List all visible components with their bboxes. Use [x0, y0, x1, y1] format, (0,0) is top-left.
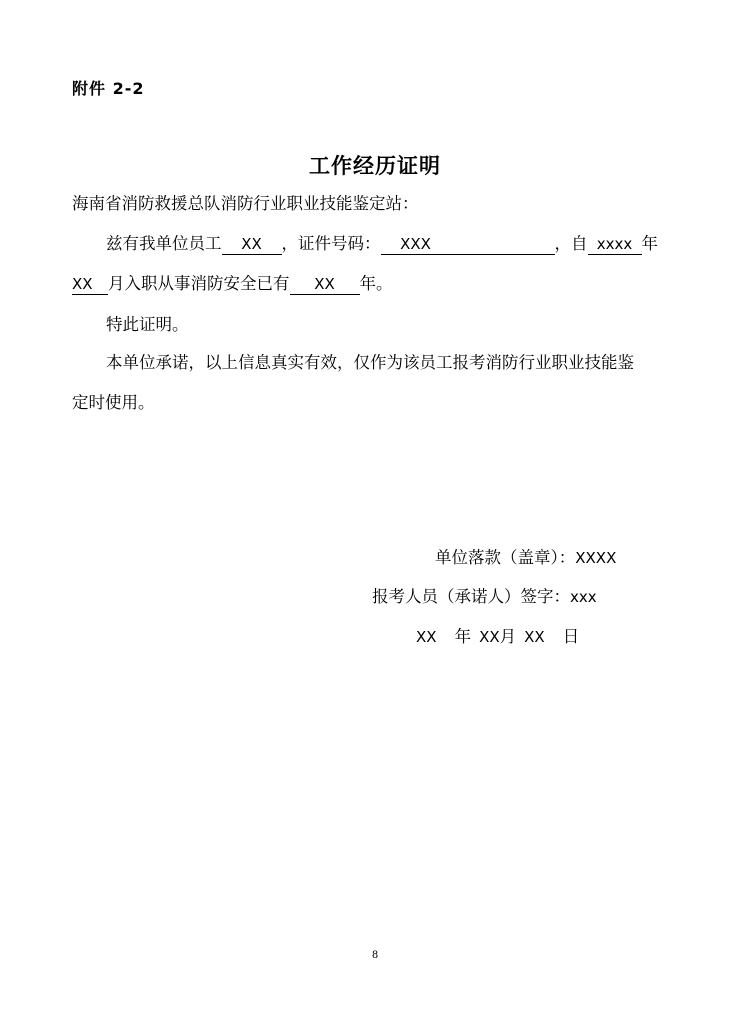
paragraph-1-line-2: [72, 273, 393, 295]
start-year-field: xxxx: [588, 234, 642, 255]
date-line: [416, 626, 579, 648]
paragraph-2: 特此证明。: [106, 315, 189, 334]
unit-value: XXXX: [575, 549, 617, 567]
para1-text-id: ，证件号码：: [281, 234, 381, 253]
id-number-field: [381, 234, 555, 255]
para1-text-employee: 兹有我单位员工: [106, 234, 222, 253]
para1-text-end: 年。: [359, 274, 393, 293]
years-count-field: XX: [290, 274, 360, 295]
date-month-label: 月: [499, 627, 517, 646]
recipient-line: 海南省消防救援总队消防行业职业技能鉴定站：: [72, 194, 419, 213]
applicant-value: xxx: [570, 588, 597, 606]
paragraph-1-line-1: [106, 233, 658, 255]
page-number: 8: [371, 950, 379, 961]
date-day-value: XX: [524, 628, 545, 646]
start-month-field: XX: [72, 274, 108, 295]
para1-text-month: 月入职从事消防安全已有: [108, 274, 290, 293]
unit-signature-line: [435, 547, 616, 569]
para1-text-from: ，自: [554, 234, 588, 253]
paragraph-3-line-1: 本单位承诺，以上信息真实有效，仅作为该员工报考消防行业职业技能鉴: [106, 353, 634, 372]
para1-text-year: 年: [641, 234, 658, 253]
paragraph-3-line-2: 定时使用。: [72, 393, 155, 412]
applicant-signature-line: [372, 586, 597, 608]
employee-name-field: XX: [222, 234, 282, 255]
annex-label: 附件 2-2: [72, 79, 145, 98]
date-year-value: XX: [416, 628, 437, 646]
applicant-label: 报考人员（承诺人）签字：: [372, 587, 570, 606]
date-year-label: 年: [454, 627, 472, 646]
document-title: 工作经历证明: [309, 154, 441, 178]
date-month-value: XX: [479, 628, 500, 646]
id-number-value: XXX: [400, 235, 431, 253]
date-day-label: 日: [562, 627, 580, 646]
unit-label: 单位落款（盖章）：: [435, 548, 576, 567]
